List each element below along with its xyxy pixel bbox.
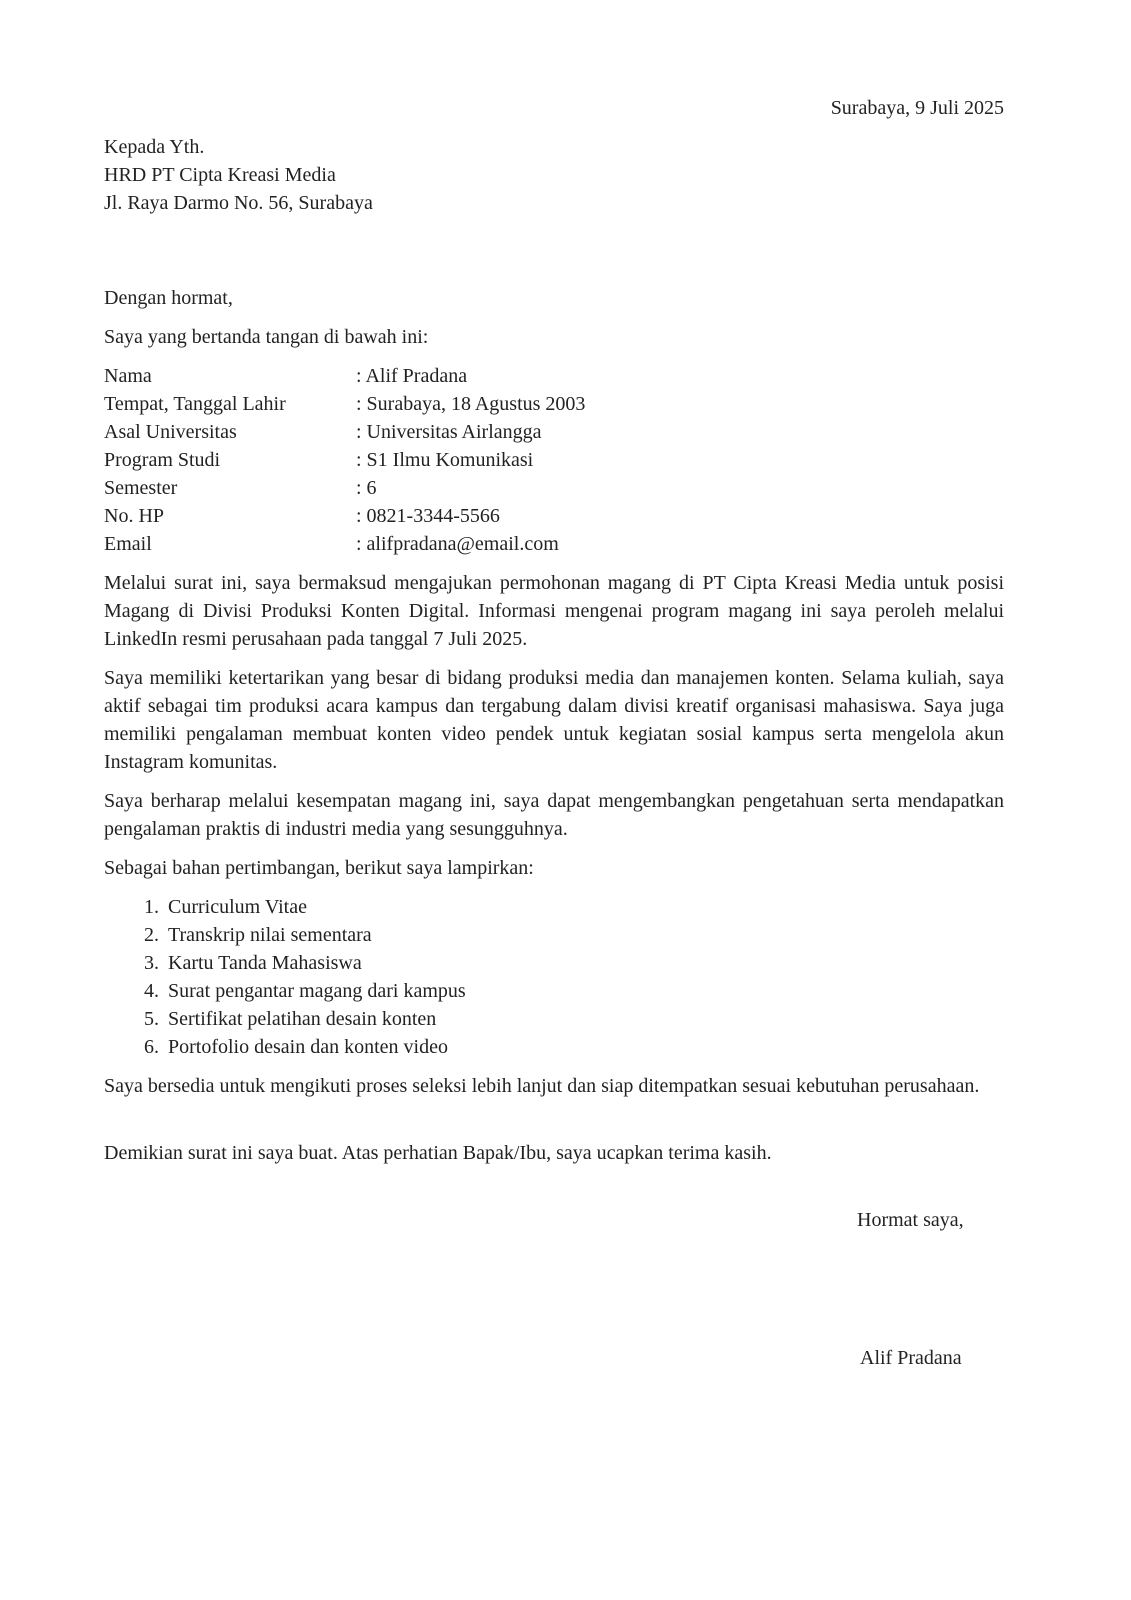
attachments-list [144,893,744,1061]
list-text: Portofolio desain dan konten video [168,1036,448,1058]
list-item [144,921,744,949]
list-number: 4. [144,980,159,1002]
identity-table [104,362,1004,558]
identity-value: : alifpradana@email.com [356,533,559,555]
salutation [104,284,1004,312]
list-text: Surat pengantar magang dari kampus [168,980,466,1002]
list-item [144,977,744,1005]
paragraph-application [104,569,1004,653]
list-item [144,949,744,977]
identity-value: : 0821-3344-5566 [356,505,500,527]
identity-value: : Surabaya, 18 Agustus 2003 [356,393,586,415]
paragraph-hope [104,787,1004,843]
identity-label: Email [104,533,152,555]
attachments-intro-text: Sebagai bahan pertimbangan, berikut saya lampirkan: [104,857,534,879]
recipient-address: Jl. Raya Darmo No. 56, Surabaya [104,192,373,214]
list-text: Sertifikat pelatihan desain konten [168,1008,437,1030]
paragraph-text: Melalui surat ini, saya bermaksud mengajukan permohonan magang di PT Cipta Kreasi Media untuk posisi Magang di Divisi Produksi Konten Digital. Informasi mengenai program magang ini saya peroleh melalui LinkedIn resmi perusahaan pada tanggal 7 Juli 2025. [104,572,1004,650]
identity-value: : Universitas Airlangga [356,421,542,443]
attachments-intro [104,854,1004,882]
list-number: 3. [144,952,159,974]
paragraph-text: Saya bersedia untuk mengikuti proses seleksi lebih lanjut dan siap ditempatkan sesuai kebutuhan perusahaan. [104,1075,980,1097]
identity-value: : Alif Pradana [356,365,468,387]
paragraph-text: Demikian surat ini saya buat. Atas perhatian Bapak/Ibu, saya ucapkan terima kasih. [104,1142,772,1164]
identity-row [104,418,1004,446]
identity-row [104,390,1004,418]
identity-row [104,446,1004,474]
identity-label: Asal Universitas [104,421,237,443]
identity-value: : S1 Ilmu Komunikasi [356,449,534,471]
identity-label: Nama [104,365,152,387]
paragraph-text: Saya berharap melalui kesempatan magang ini, saya dapat mengembangkan pengetahuan serta mendapatkan pengalaman praktis di industri media yang sesungguhnya. [104,790,1004,840]
paragraph-thanks [104,1139,1004,1167]
identity-label: Program Studi [104,449,221,471]
recipient-company: HRD PT Cipta Kreasi Media [104,164,336,186]
salutation-text: Dengan hormat, [104,287,233,309]
list-text: Transkrip nilai sementara [168,924,372,946]
intro-text: Saya yang bertanda tangan di bawah ini: [104,326,429,348]
identity-row [104,502,1004,530]
letter-date: Surabaya, 9 Juli 2025 [830,97,1004,119]
closing-phrase: Hormat saya, [857,1209,964,1231]
identity-label: Tempat, Tanggal Lahir [104,393,286,415]
identity-label: No. HP [104,505,165,527]
list-number: 2. [144,924,159,946]
list-item [144,1033,744,1061]
list-number: 6. [144,1036,159,1058]
signer-name: Alif Pradana [860,1347,962,1369]
list-number: 1. [144,896,159,918]
intro [104,323,1004,351]
recipient-line: Kepada Yth. [104,136,205,158]
identity-row [104,530,1004,558]
list-item [144,1005,744,1033]
paragraph-availability [104,1072,1004,1100]
paragraph-text: Saya memiliki ketertarikan yang besar di bidang produksi media dan manajemen konten. Selama kuliah, saya aktif sebagai tim produksi acara kampus dan tergabung dalam divisi kreatif organisasi mahasiswa. Saya juga memiliki pengalaman membuat konten video pendek untuk kegiatan sosial kampus serta mengelola akun Instagram komunitas. [104,667,1004,773]
identity-value: : 6 [356,477,377,499]
identity-row [104,362,1004,390]
identity-label: Semester [104,477,178,499]
paragraph-interest [104,664,1004,776]
list-number: 5. [144,1008,159,1030]
identity-row [104,474,1004,502]
list-item [144,893,744,921]
recipient-block [104,133,1004,217]
list-text: Curriculum Vitae [168,896,307,918]
list-text: Kartu Tanda Mahasiswa [168,952,362,974]
